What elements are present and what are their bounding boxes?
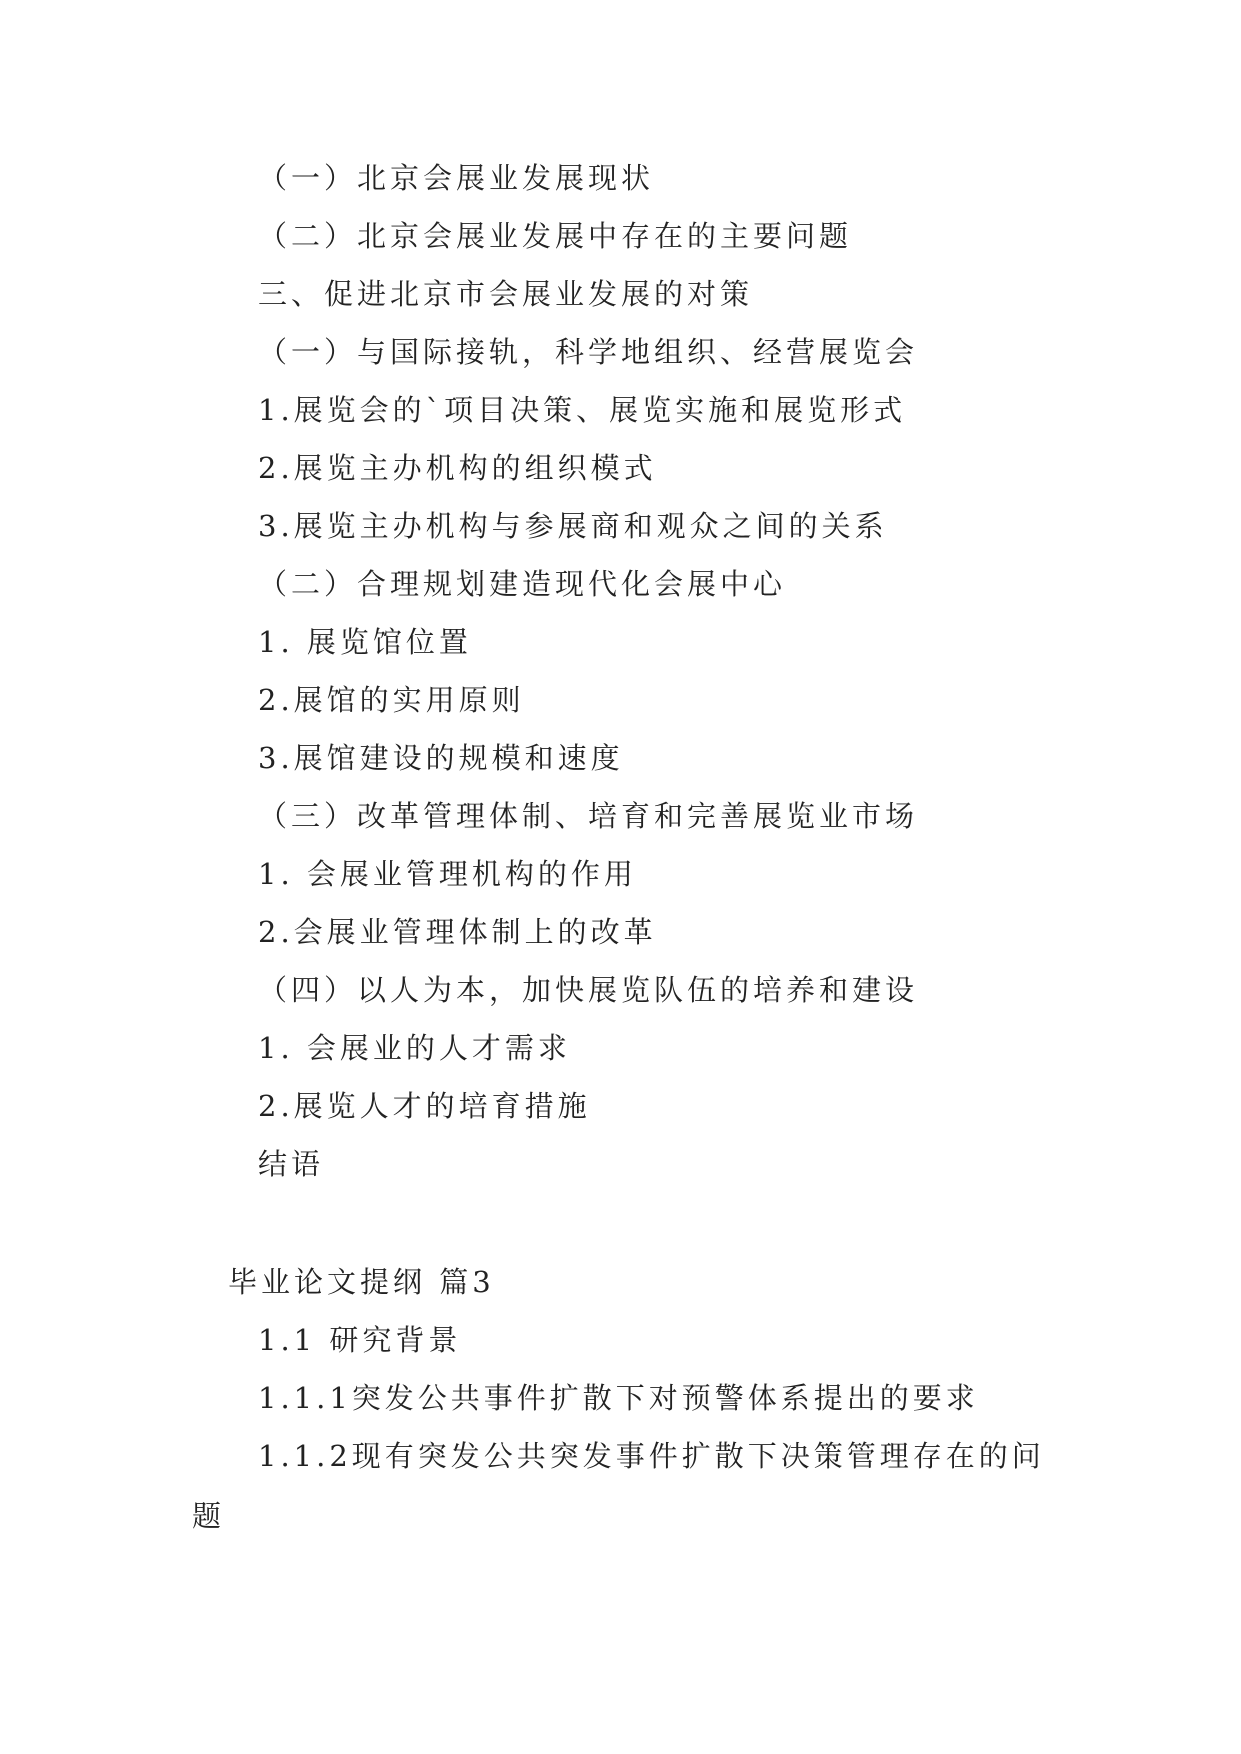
outline-item: 3.展馆建设的规模和速度 (258, 741, 624, 775)
outline-item: 2.展馆的实用原则 (258, 683, 525, 717)
outline-item: （一）与国际接轨，科学地组织、经营展览会 (258, 335, 919, 369)
section-heading: 毕业论文提纲 篇3 (228, 1265, 495, 1299)
outline-item: 1.展览会的`项目决策、展览实施和展览形式 (258, 393, 907, 427)
outline-item: （二）合理规划建造现代化会展中心 (258, 567, 787, 601)
outline-item: （二）北京会展业发展中存在的主要问题 (258, 219, 853, 253)
outline-item: 1.1.2现有突发公共突发事件扩散下决策管理存在的问 (258, 1439, 1045, 1473)
outline-item: （四）以人为本，加快展览队伍的培养和建设 (258, 973, 919, 1007)
outline-item: 1. 会展业管理机构的作用 (258, 857, 637, 891)
outline-item: 1.1.1突发公共事件扩散下对预警体系提出的要求 (258, 1381, 979, 1415)
outline-item-continuation: 题 (192, 1499, 226, 1533)
outline-heading: 三、促进北京市会展业发展的对策 (258, 277, 754, 311)
outline-item: 1. 展览馆位置 (258, 625, 472, 659)
outline-item: （三）改革管理体制、培育和完善展览业市场 (258, 799, 919, 833)
outline-item: 2.会展业管理体制上的改革 (258, 915, 657, 949)
outline-item: 2.展览人才的培育措施 (258, 1089, 591, 1123)
outline-item: （一）北京会展业发展现状 (258, 161, 655, 195)
outline-item: 结语 (258, 1147, 325, 1181)
outline-item: 3.展览主办机构与参展商和观众之间的关系 (258, 509, 888, 543)
outline-item: 2.展览主办机构的组织模式 (258, 451, 657, 485)
outline-item: 1.1 研究背景 (258, 1323, 462, 1357)
outline-item: 1. 会展业的人才需求 (258, 1031, 571, 1065)
